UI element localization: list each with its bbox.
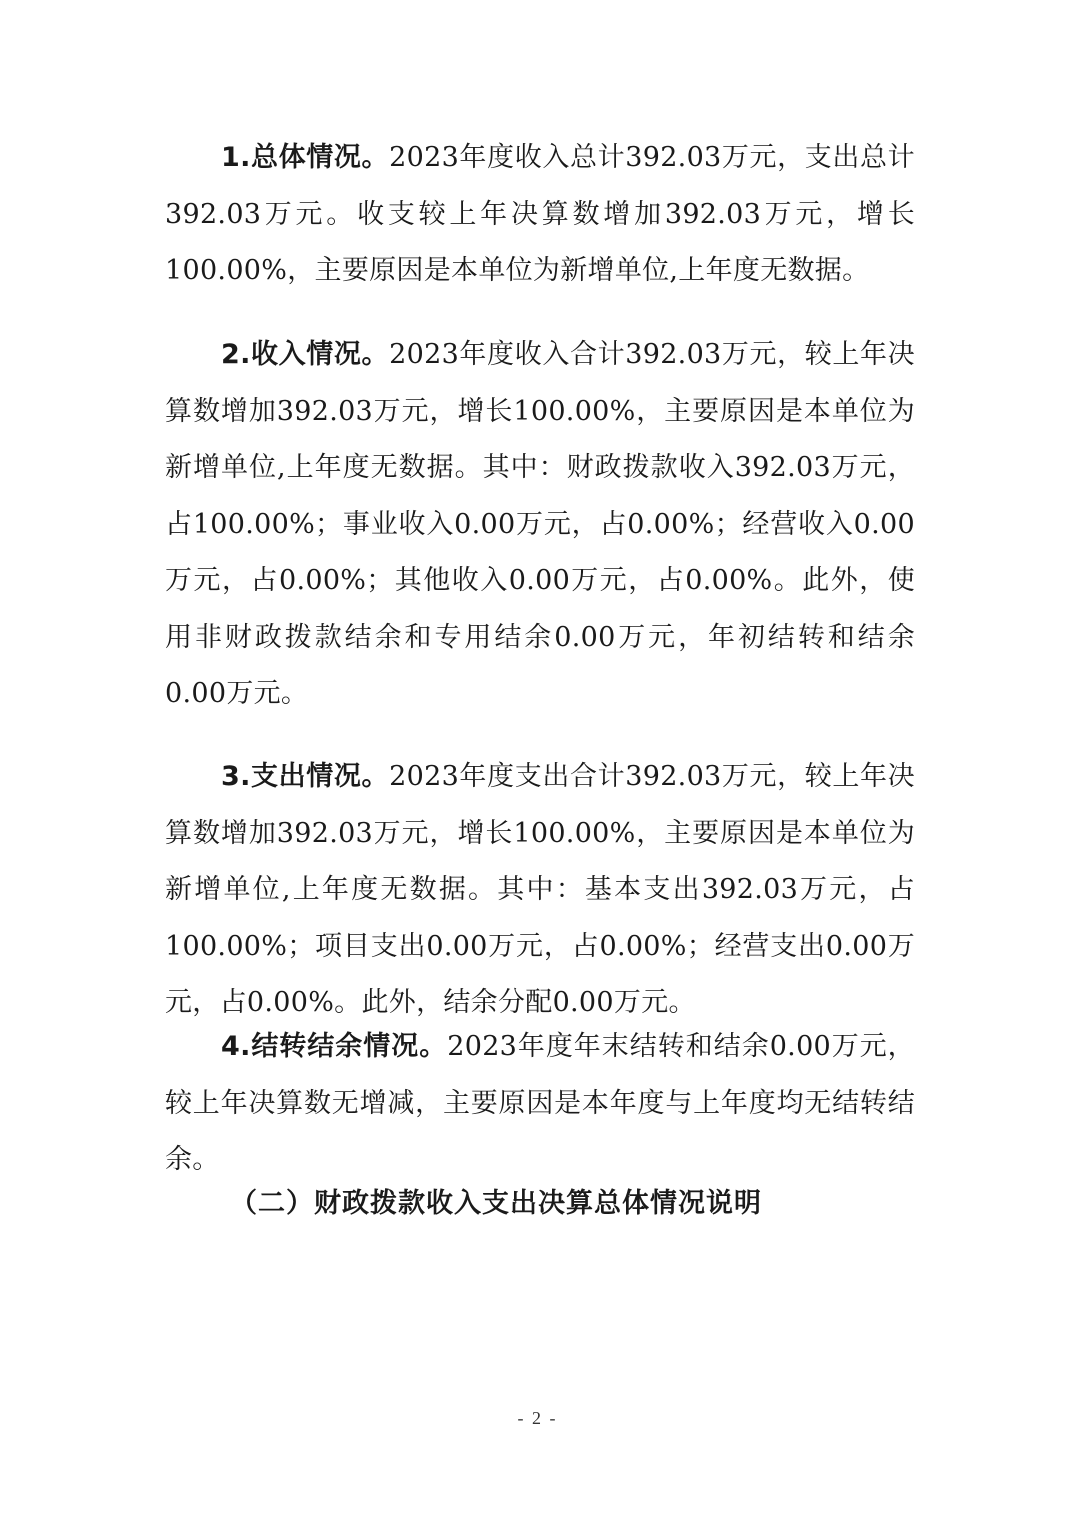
paragraph-lead: 4.结转结余情况。 (221, 1031, 448, 1062)
paragraph-overall (165, 130, 915, 300)
page-number: - 2 - (517, 1408, 558, 1428)
section-heading: （二）财政拨款收入支出决算总体情况说明 (230, 1188, 762, 1219)
paragraph-text: 2023年度收入合计392.03万元，较上年决算数增加392.03万元，增长100.00%，主要原因是本单位为新增单位,上年度无数据。其中：财政拨款收入392.03万元，占100.00%；事业收入0.00万元，占0.00%；经营收入0.00万元，占0.00%；其他收入0.00万元，占0.00%。此外，使用非财政拨款结余和专用结余0.00万元，年初结转和结余0.00万元。 (165, 339, 915, 709)
paragraph-carryover (165, 1019, 915, 1189)
paragraph-lead: 1.总体情况。 (221, 142, 390, 173)
paragraph-expenditure (165, 749, 915, 1032)
paragraph-income (165, 327, 915, 723)
paragraph-text: 2023年度支出合计392.03万元，较上年决算数增加392.03万元，增长100.00%，主要原因是本单位为新增单位,上年度无数据。其中：基本支出392.03万元，占100.00%；项目支出0.00万元，占0.00%；经营支出0.00万元，占0.00%。此外，结余分配0.00万元。 (165, 761, 915, 1018)
paragraph-text: 2023年度年末结转和结余0.00万元，较上年决算数无增减，主要原因是本年度与上年度均无结转结余。 (165, 1031, 915, 1175)
paragraph-lead: 3.支出情况。 (221, 761, 390, 792)
paragraph-text: 2023年度收入总计392.03万元，支出总计392.03万元。收支较上年决算数增加392.03万元，增长100.00%，主要原因是本单位为新增单位,上年度无数据。 (165, 142, 915, 286)
paragraph-lead: 2.收入情况。 (221, 339, 390, 370)
